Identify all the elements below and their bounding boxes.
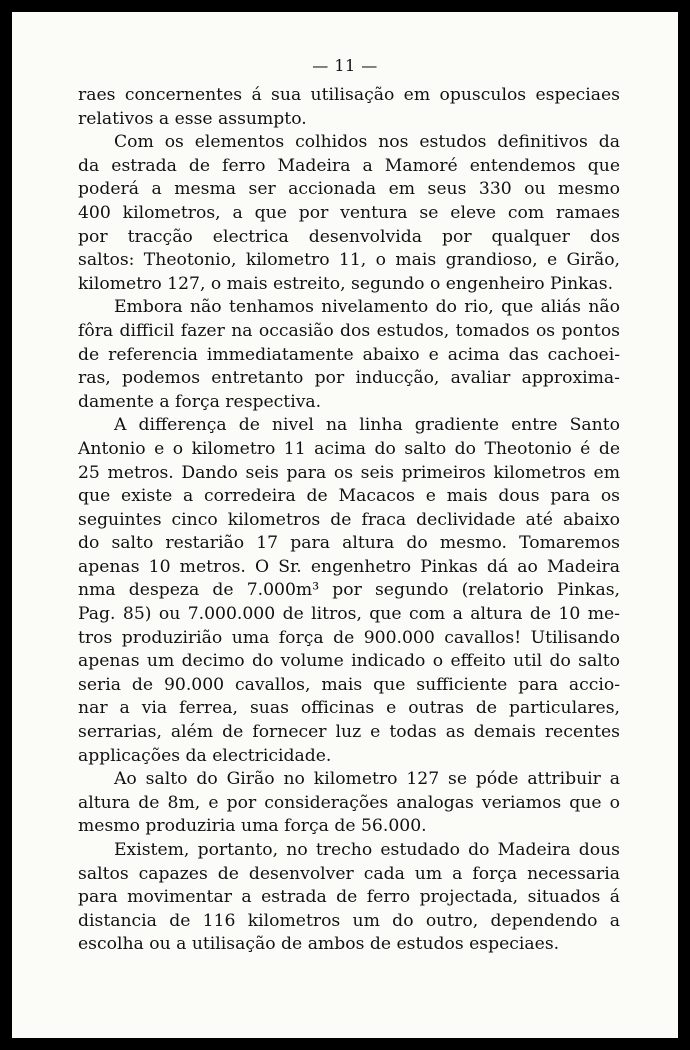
text-line: por tracção electrica desenvolvida por qualquer dos xyxy=(78,226,620,247)
text-line: serrarias, além de fornecer luz e todas as demais recentes xyxy=(78,722,620,743)
text-line: poderá a mesma ser accionada em seus 330 ou mesmo xyxy=(78,179,620,200)
text-line: Antonio e o kilometro 11 acima do salto do Theotonio é de xyxy=(78,438,620,459)
paragraph xyxy=(78,839,620,957)
text-line: altura de 8m, e por considerações analogas veriamos que o xyxy=(78,792,620,813)
text-line: ras, podemos entretanto por inducção, avaliar approxima- xyxy=(78,368,620,389)
text-line: distancia de 116 kilometros um do outro, dependendo a xyxy=(78,910,620,931)
text-line: nar a via ferrea, suas officinas e outras de particulares, xyxy=(78,698,620,719)
text-line: raes concernentes á sua utilisação em opusculos especiaes xyxy=(78,85,620,105)
text-line: relativos a esse assumpto. xyxy=(78,108,307,129)
text-line: 400 kilometros, a que por ventura se eleve com ramaes xyxy=(78,202,620,223)
body-text xyxy=(78,84,620,957)
text-line: Com os elementos colhidos nos estudos definitivos da xyxy=(114,132,620,153)
text-line: Embora não tenhamos nivelamento do rio, que aliás não xyxy=(114,297,620,318)
text-line: fôra difficil fazer na occasião dos estudos, tomados os pontos xyxy=(78,320,620,341)
text-line: que existe a corredeira de Macacos e mais dous para os xyxy=(78,486,620,507)
text-line: Ao salto do Girão no kilometro 127 se póde attribuir a xyxy=(114,769,620,790)
text-line: saltos capazes de desenvolver cada um a força necessaria xyxy=(78,863,620,884)
text-line: mesmo produziria uma força de 56.000. xyxy=(78,816,427,837)
text-line: de referencia immediatamente abaixo e acima das cachoei- xyxy=(78,344,620,365)
paragraph xyxy=(78,768,620,839)
text-line: saltos: Theotonio, kilometro 11, o mais grandioso, e Girão, xyxy=(78,250,620,271)
text-line: nma despeza de 7.000m³ por segundo (relatorio Pinkas, xyxy=(78,580,620,601)
paragraph xyxy=(78,296,620,414)
text-line: seria de 90.000 cavallos, mais que sufficiente para accio- xyxy=(78,674,620,695)
text-line: apenas 10 metros. O Sr. engenhetro Pinkas dá ao Madeira xyxy=(78,556,620,577)
text-line: 25 metros. Dando seis para os seis primeiros kilometros em xyxy=(78,462,620,483)
text-line: para movimentar a estrada de ferro projectada, situados á xyxy=(78,887,620,908)
document-page xyxy=(12,12,678,1038)
text-line: kilometro 127, o mais estreito, segundo o engenheiro Pinkas. xyxy=(78,273,614,294)
text-line: seguintes cinco kilometros de fraca declividade até abaixo xyxy=(78,509,620,530)
text-line: A differença de nivel na linha gradiente entre Santo xyxy=(114,415,620,436)
text-line: apenas um decimo do volume indicado o effeito util do salto xyxy=(78,651,620,672)
paragraph xyxy=(78,414,620,768)
text-line: applicações da electricidade. xyxy=(78,745,332,766)
text-line: Existem, portanto, no trecho estudado do Madeira dous xyxy=(114,840,620,860)
text-line: da estrada de ferro Madeira a Mamoré entendemos que xyxy=(78,155,620,176)
text-line: damente a força respectiva. xyxy=(78,391,322,412)
text-line: Pag. 85) ou 7.000.000 de litros, que com a altura de 10 me- xyxy=(78,604,620,625)
paragraph xyxy=(78,131,620,296)
text-line: do salto restarião 17 para altura do mesmo. Tomaremos xyxy=(78,533,620,554)
text-line: tros produzirião uma força de 900.000 cavallos! Utilisando xyxy=(78,627,620,648)
text-line: escolha ou a utilisação de ambos de estudos especiaes. xyxy=(78,934,560,955)
page-number: — 11 — xyxy=(312,56,378,75)
paragraph xyxy=(78,84,620,131)
